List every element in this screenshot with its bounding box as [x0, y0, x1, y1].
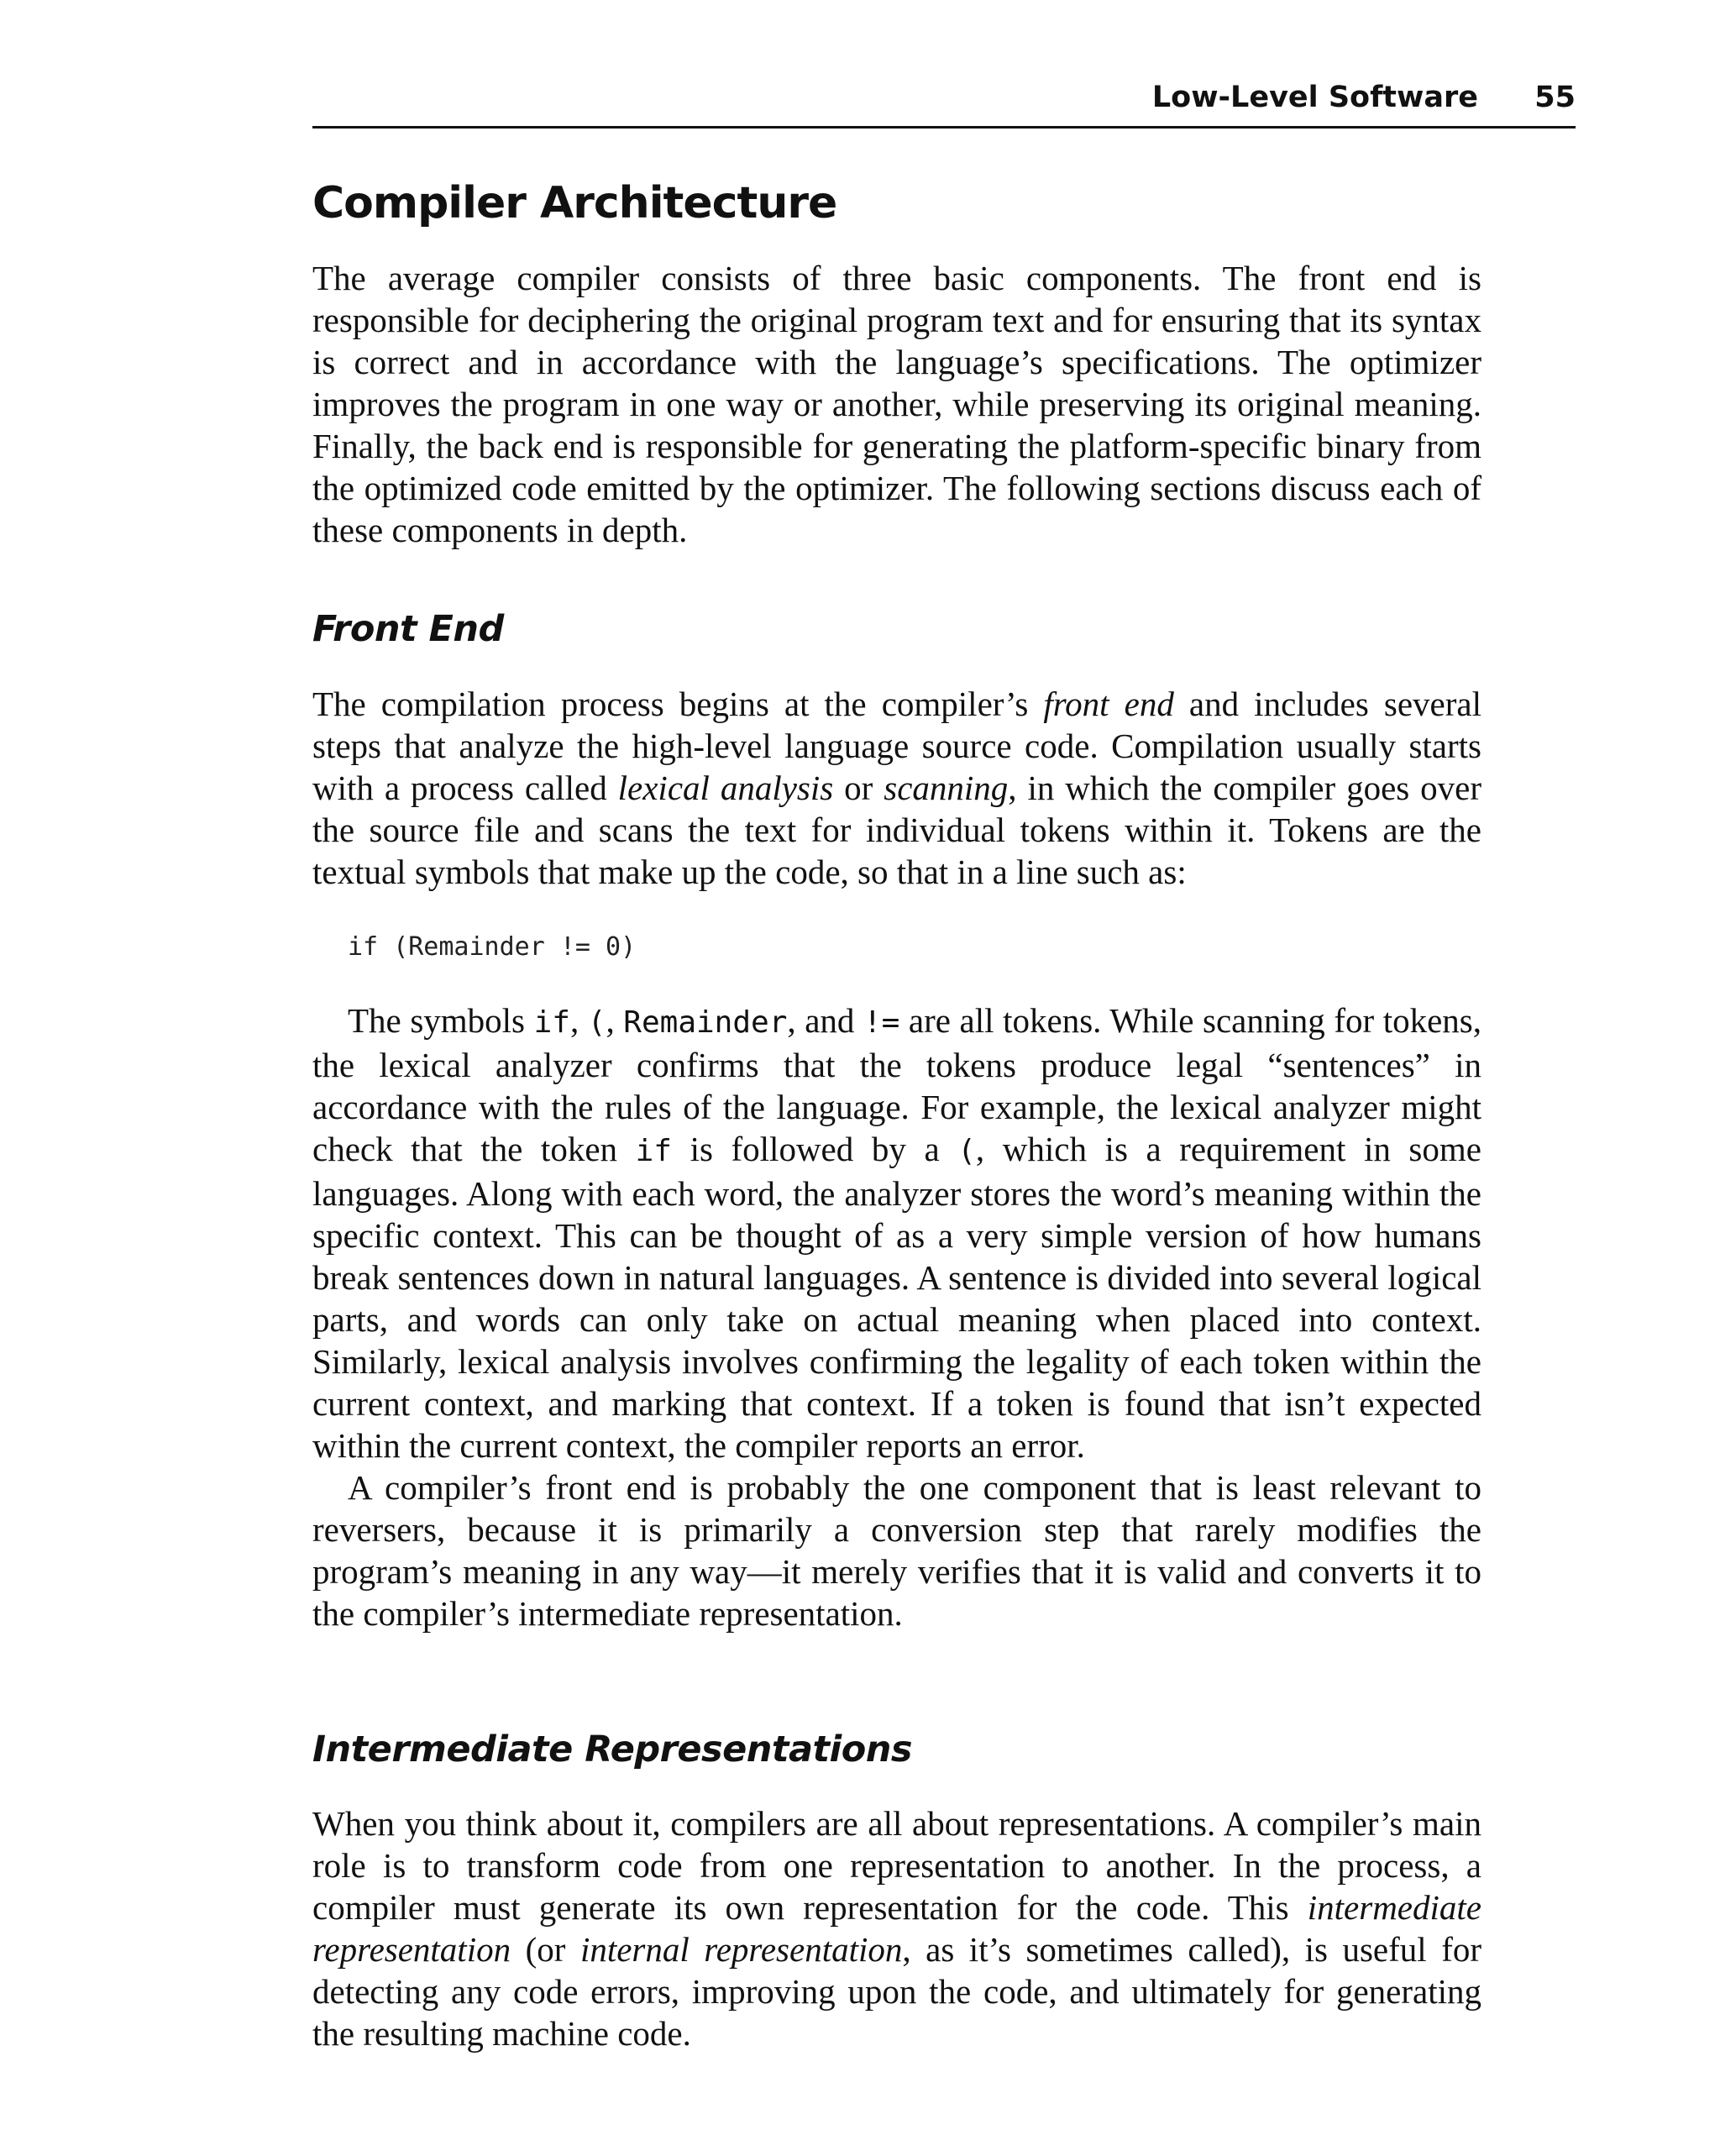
intro-paragraph: The average compiler consists of three basic components. The front end is responsible for deciphering the original program text and for ensuring that its syntax is correct and in accordance with the language’s specifications. The optimizer improves the program in one way or another, while preserving its original meaning. Finally, the back end is responsible for generating the platform-specific binary from the optimized code emitted by the optimizer. The following sections discuss each of these components in depth.: [312, 259, 1481, 549]
intermediate-paragraph-block: [312, 1802, 1481, 2054]
front-end-paragraph-3: A compiler’s front end is probably the one component that is least relevant to reversers, because it is primarily a conversion step that rarely modifies the program’s meaning in any way—it merely verifies that it is valid and converts it to the compiler’s intermediate representation.: [312, 1468, 1481, 1633]
page-number: 55: [1534, 81, 1576, 114]
intermediate-heading: Intermediate Representations: [312, 1728, 912, 1770]
running-title: Low-Level Software: [1151, 81, 1478, 114]
front-end-paragraph-1-block: [312, 683, 1481, 893]
front-end-paragraph-1: The compilation process begins at the compiler’s front end and includes several steps that analyze the high-level language source code. Compilation usually starts with a process called lexical analysis or scanning, in which the compiler goes over the source file and scans the text for individual tokens within it. Tokens are the textual symbols that make up the code, so that in a line such as:: [312, 685, 1482, 891]
front-end-heading: Front End: [312, 608, 504, 650]
front-end-paragraph-2-block: [312, 999, 1481, 1634]
running-header: [312, 81, 1576, 129]
intro-paragraph-block: [312, 257, 1481, 551]
code-example: if (Remainder != 0): [348, 932, 637, 962]
front-end-paragraph-2: The symbols if, (, Remainder, and != are all tokens. While scanning for tokens, the lexical analyzer confirms that the tokens produce legal “sentences” in accordance with the rules of the language. For example, the lexical analyzer might check that the token if is followed by a (, which is a requirement in some languages. Along with each word, the analyzer stores the word’s meaning within the specific context. This can be thought of as a very simple version of how humans break sentences down in natural languages. A sentence is divided into several logical parts, and words can only take on actual meaning when placed into context. Similarly, lexical analysis involves confirming the legality of each token within the current context, and marking that context. If a token is found that isn’t expected within the current context, the compiler reports an error.: [312, 1001, 1481, 1465]
intermediate-paragraph-1: When you think about it, compilers are all about representations. A compiler’s main role is to transform code from one representation to another. In the process, a compiler must generate its own representation for the code. This intermediate representation (or internal representation, as it’s sometimes called), is useful for detecting any code errors, improving upon the code, and ultimately for generating the resulting machine code.: [312, 1804, 1481, 2053]
section-title: Compiler Architecture: [312, 178, 837, 228]
